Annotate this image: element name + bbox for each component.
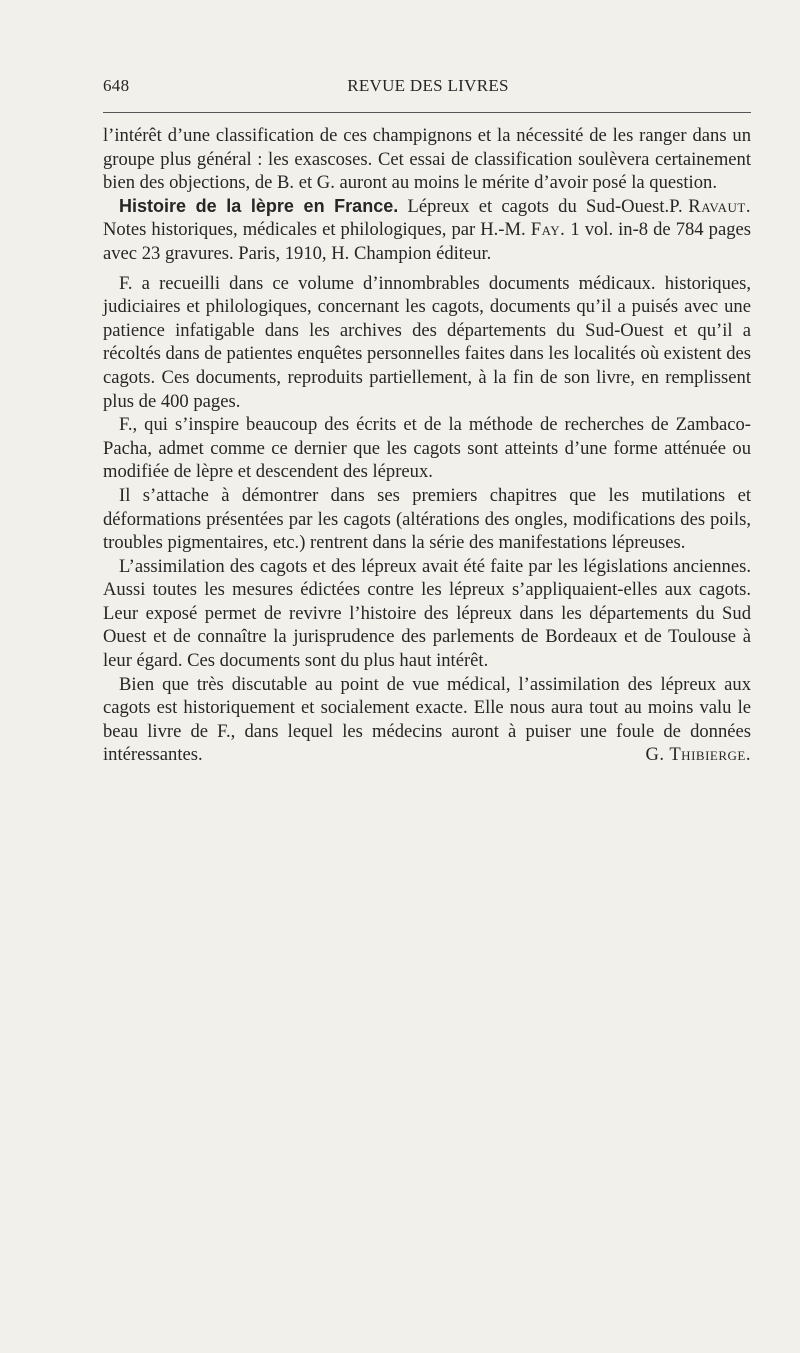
- review-1-paragraph: l’intérêt d’une classification de ces champignons et la nécessité de les ranger dans un groupe plus général : les exascoses. Cet essai de classification soulèvera certainement bien des objections, de B. et G. auront au moins le mérite d’avoir posé la question.: [103, 125, 751, 194]
- review-2-paragraph-2: F., qui s’inspire beaucoup des écrits et de la méthode de recherches de Zambaco-Pacha, admet comme ce dernier que les cagots sont atteints d’une forme atténuée ou modifiée de lèpre et descendent des lépreux.: [103, 414, 751, 483]
- review-2-author: Fay.: [530, 219, 566, 241]
- review-2-subtitle: Lépreux et cagots du Sud-Ouest. Notes historiques, médicales et philologiques, par H.-M.: [103, 195, 670, 241]
- review-2-heading: [103, 195, 751, 266]
- review-2-paragraph-4: L’assimilation des cagots et des lépreux avait été faite par les législations anciennes. Aussi toutes les mesures édictées contre les lépreux s’appliquaient-elles aux cagots. Leur exposé permet de revivre l’histoire des lépreux dans les départements du Sud Ouest et de connaître la jurisprudence des parlements de Bordeaux et de Toulouse à leur égard. Ces documents sont du plus haut intérêt.: [103, 555, 751, 672]
- review-1-signature: P. Ravaut.: [669, 195, 751, 217]
- page-number: 648: [103, 76, 130, 95]
- review-2-paragraph-5-text: Bien que très discutable au point de vue médical, l’assimilation des lépreux aux cagots est historiquement et socialement exacte. Elle nous aura tout au moins valu le beau livre de F., dans lequel les médecins auront à puiser une foule de données intéressantes.: [103, 673, 751, 766]
- review-2-title: Histoire de la lèpre en France.: [119, 195, 399, 216]
- header-rule: [103, 112, 751, 113]
- review-2-signature: G. Thibierge.: [645, 744, 751, 766]
- review-2-paragraph-5: [103, 673, 751, 767]
- running-title: REVUE DES LIVRES: [347, 76, 509, 95]
- review-2-paragraph-3: Il s’attache à démontrer dans ses premiers chapitres que les mutilations et déformations présentées par les cagots (altérations des ongles, modifications des poils, troubles pigmentaires, etc.) rentrent dans la série des manifestations lépreuses.: [103, 484, 751, 554]
- review-2-paragraph-1: F. a recueilli dans ce volume d’innombrables documents médicaux. historiques, judiciaires et philologiques, concernant les cagots, documents qu’il a puisés avec une patience infatigable dans les archives des départements du Sud-Ouest et qu’il a récoltés dans de patientes enquêtes personnelles faites dans les localités où existent des cagots. Ces documents, reproduits partiellement, à la fin de son livre, en remplissent plus de 400 pages.: [103, 272, 751, 412]
- running-header: [103, 76, 753, 100]
- review-2-publication: 1 vol. in-8 de 784 pages avec 23 gravures. Paris, 1910, H. Champion éditeur.: [103, 219, 751, 264]
- page-body: [103, 124, 751, 767]
